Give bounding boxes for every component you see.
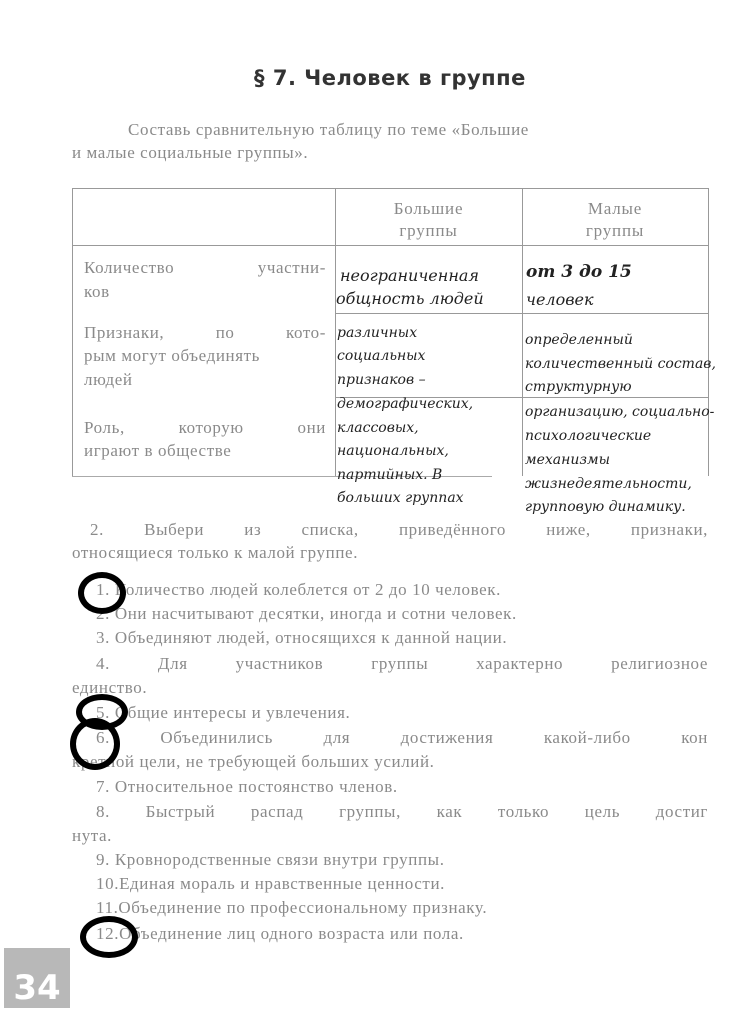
answer-small: человек [526, 290, 594, 309]
answer-small: организацию, социально- [525, 404, 715, 420]
list-item-continuation: кретной цели, не требующей больших усилий. [72, 752, 435, 771]
header-line: Большие [393, 199, 464, 218]
item-text: Объединяют людей, относящихся к данной нации. [114, 628, 508, 647]
item-number: 10. [96, 874, 120, 893]
answer-large: больших группах [337, 490, 464, 506]
item-number: 9. [96, 850, 110, 869]
item-text: Объединились для достижения какой-либо кон [160, 728, 708, 747]
item-text: Объединение по профессиональному признаку. [118, 898, 488, 917]
header-line: Малые [587, 199, 643, 218]
item-text: Относительное постоянство членов. [114, 777, 398, 796]
answer-circle-12 [80, 916, 138, 958]
item-text: Единая мораль и нравственные ценности. [119, 874, 446, 893]
table-border [708, 188, 709, 476]
list-item [96, 777, 398, 797]
answer-large: национальных, [337, 443, 449, 459]
item-number: 11. [96, 898, 119, 917]
item-number: 12. [96, 924, 120, 943]
list-item [96, 604, 517, 624]
item-number: 2. [96, 604, 110, 623]
answer-large: различных [337, 325, 418, 341]
header-line: группы [585, 221, 645, 240]
answer-large: неограниченная [340, 266, 479, 285]
list-item [96, 628, 507, 648]
item-text: Они насчитывают десятки, иногда и сотни человек. [114, 604, 517, 623]
row-label: играют в обществе [84, 441, 232, 460]
table-border [72, 188, 73, 476]
answer-large: демографических, [337, 396, 474, 412]
item-text: Для участников группы характерно религиозное [157, 654, 708, 673]
answer-small: жизнедеятельности, [525, 476, 692, 492]
table-border [72, 188, 708, 189]
row-label: людей [84, 370, 133, 389]
answer-large: партийных. В [337, 467, 443, 483]
item-number: 1. [96, 580, 110, 599]
answer-small: количественный состав, [525, 356, 716, 372]
list-item [96, 874, 445, 894]
task2-text-line: 2. Выбери из списка, приведённого ниже, признаки, [90, 520, 708, 539]
answer-large: признаков – [337, 372, 426, 388]
item-number: 7. [96, 777, 110, 796]
header-small-groups [522, 198, 708, 242]
list-item [96, 924, 464, 944]
item-text: Объединение лиц одного возраста или пола. [119, 924, 464, 943]
list-item [96, 728, 708, 748]
item-number: 5. [96, 703, 110, 722]
answer-large: классовых, [337, 420, 419, 436]
item-number: 3. [96, 628, 110, 647]
row-label: Количество участни- [84, 258, 326, 277]
list-item [96, 654, 708, 674]
list-item [96, 802, 708, 822]
row-label: ков [84, 282, 110, 301]
list-item-continuation: нута. [72, 826, 113, 845]
item-text: Кровнородственные связи внутри группы. [114, 850, 445, 869]
answer-small: групповую динамику. [525, 499, 686, 515]
item-text: Быстрый распад группы, как только цель достиг [145, 802, 708, 821]
answer-small: механизмы [525, 452, 611, 468]
header-large-groups [335, 198, 522, 242]
task1-text-line: и малые социальные группы». [72, 143, 309, 162]
item-number: 8. [96, 802, 110, 821]
page-title: § 7. Человек в группе [254, 66, 526, 90]
answer-small: определенный [525, 332, 633, 348]
page-number: 34 [4, 948, 70, 1008]
table-border [72, 245, 708, 246]
answer-circle-6 [70, 718, 120, 770]
row-label: Признаки, по кото- [84, 323, 326, 342]
list-item-continuation: единство. [72, 678, 148, 697]
task2-text-line: относящиеся только к малой группе. [72, 543, 359, 562]
row-label: Роль, которую они [84, 418, 326, 437]
list-item [96, 580, 501, 600]
list-item [96, 703, 350, 723]
row-label: рым могут объединять [84, 346, 261, 365]
answer-large: социальных [337, 348, 426, 364]
item-number: 4. [96, 654, 110, 673]
list-item [96, 898, 487, 918]
item-number: 6. [96, 728, 110, 747]
header-line: группы [399, 221, 458, 240]
answer-circle-1 [78, 572, 126, 614]
list-item [96, 850, 445, 870]
answer-large: общность людей [336, 289, 484, 308]
item-text: Количество людей колеблется от 2 до 10 человек. [114, 580, 501, 599]
answer-small: от 3 до 15 [526, 262, 632, 282]
answer-small: структурную [525, 379, 632, 395]
task1-text-line: Составь сравнительную таблицу по теме «Большие [128, 120, 529, 139]
item-text: Общие интересы и увлечения. [114, 703, 351, 722]
answer-small: психологические [525, 428, 652, 444]
